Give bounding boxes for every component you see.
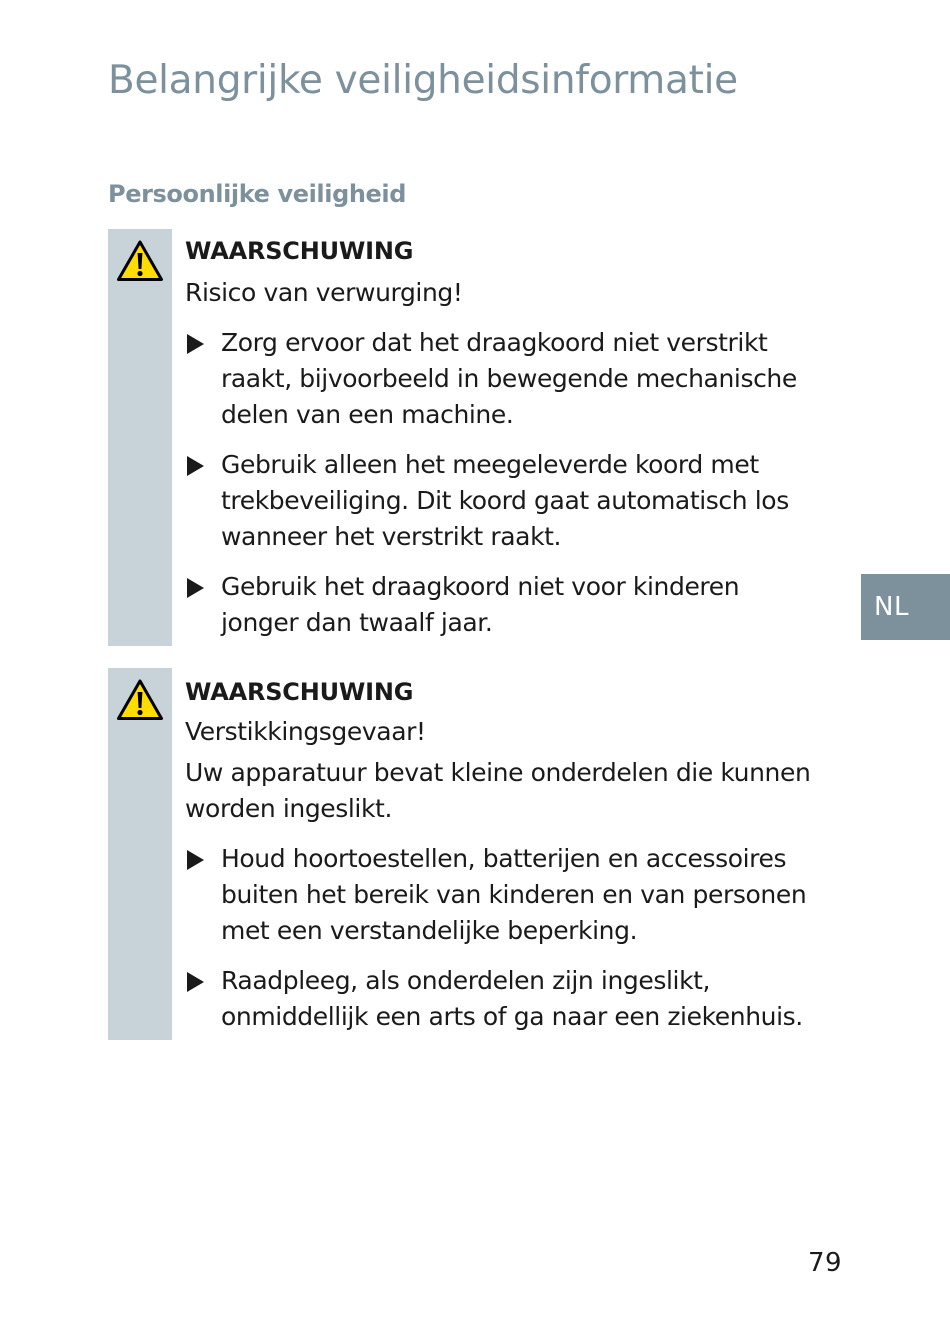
warning-triangle-icon [116, 239, 164, 283]
bullet-text [221, 569, 739, 641]
warning-subtitle: Risico van verwurging! [185, 278, 463, 307]
bullet-line: Raadpleeg, als onderdelen zijn ingeslikt, [221, 966, 711, 995]
bullet-arrow-icon [187, 456, 204, 476]
bullet-line: raakt, bijvoorbeeld in bewegende mechanische [221, 364, 797, 393]
page-number: 79 [808, 1248, 843, 1278]
bullet-arrow-icon [187, 972, 204, 992]
warning-bar [108, 668, 172, 1040]
section-title: Persoonlijke veiligheid [108, 180, 407, 208]
warning-block-strangulation [108, 229, 848, 646]
warning-triangle-icon [116, 678, 164, 722]
bullet-text [221, 325, 797, 433]
page-title: Belangrijke veiligheidsinformatie [108, 58, 738, 103]
warning-heading: WAARSCHUWING [185, 237, 414, 265]
warning-block-choking [108, 668, 848, 1040]
bullet-arrow-icon [187, 850, 204, 870]
bullet-arrow-icon [187, 334, 204, 354]
bullet-arrow-icon [187, 578, 204, 598]
bullet-line: Zorg ervoor dat het draagkoord niet verstrikt [221, 328, 768, 357]
bullet-line: trekbeveiliging. Dit koord gaat automatisch los [221, 486, 789, 515]
bullet-line: Houd hoortoestellen, batterijen en accessoires [221, 844, 787, 873]
warning-subtitle: Verstikkingsgevaar! [185, 717, 426, 746]
bullet-text [221, 841, 806, 949]
bullet-line: onmiddellijk een arts of ga naar een ziekenhuis. [221, 1002, 803, 1031]
bullet-line: buiten het bereik van kinderen en van personen [221, 880, 807, 909]
bullet-line: wanneer het verstrikt raakt. [221, 522, 562, 551]
bullet-line: jonger dan twaalf jaar. [221, 608, 493, 637]
warning-description-line: worden ingeslikt. [185, 794, 393, 823]
warning-heading: WAARSCHUWING [185, 678, 414, 706]
bullet-text [221, 963, 803, 1035]
bullet-line: Gebruik het draagkoord niet voor kinderen [221, 572, 740, 601]
language-tab: NL [861, 574, 950, 640]
bullet-line: met een verstandelijke beperking. [221, 916, 638, 945]
warning-bar [108, 229, 172, 646]
bullet-line: Gebruik alleen het meegeleverde koord met [221, 450, 759, 479]
bullet-line: delen van een machine. [221, 400, 514, 429]
bullet-text [221, 447, 789, 555]
warning-description-line: Uw apparatuur bevat kleine onderdelen die kunnen [185, 758, 811, 787]
